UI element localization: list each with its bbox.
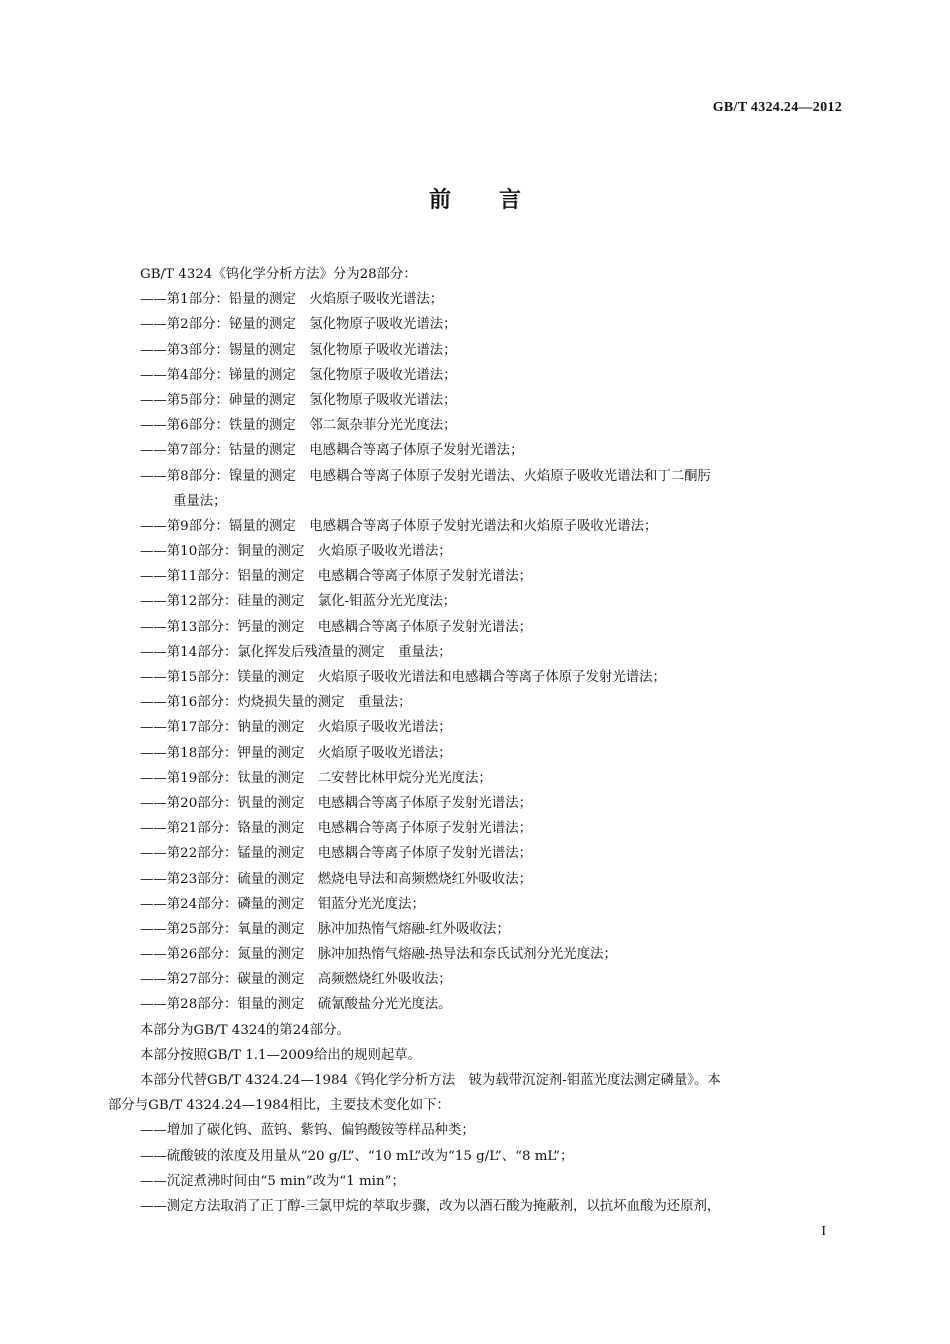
list-item: ——第18部分：钾量的测定 火焰原子吸收光谱法； — [140, 745, 452, 761]
list-item: ——第10部分：铜量的测定 火焰原子吸收光谱法； — [140, 544, 452, 560]
list-item-continuation: 重量法； — [173, 493, 227, 509]
list-item: ——第11部分：铝量的测定 电感耦合等离子体原子发射光谱法； — [140, 569, 532, 585]
list-item: ——第14部分：氯化挥发后残渣量的测定 重量法； — [140, 644, 452, 660]
paragraph: 本部分为GB/T 4324的第24部分。 — [140, 1022, 350, 1038]
list-item: ——第4部分：锑量的测定 氢化物原子吸收光谱法； — [140, 367, 457, 383]
list-item: ——第13部分：钙量的测定 电感耦合等离子体原子发射光谱法； — [140, 619, 532, 635]
list-item: ——第26部分：氮量的测定 脉冲加热惰气熔融-热导法和奈氏试剂分光光度法； — [140, 947, 617, 963]
list-item: ——第8部分：镍量的测定 电感耦合等离子体原子发射光谱法、火焰原子吸收光谱法和丁二酮肟 — [140, 468, 711, 484]
list-item: ——第12部分：硅量的测定 氯化-钼蓝分光光度法； — [140, 594, 457, 610]
list-item: ——第5部分：砷量的测定 氢化物原子吸收光谱法； — [140, 392, 457, 408]
list-item: ——第21部分：铬量的测定 电感耦合等离子体原子发射光谱法； — [140, 821, 532, 837]
list-item: ——第3部分：锡量的测定 氢化物原子吸收光谱法； — [140, 342, 457, 358]
page-title: 前言 — [428, 187, 569, 213]
list-item: ——第25部分：氧量的测定 脉冲加热惰气熔融-红外吸收法； — [140, 921, 510, 937]
intro-paragraph: GB/T 4324《钨化学分析方法》分为28部分： — [140, 267, 417, 282]
list-item: ——第23部分：硫量的测定 燃烧电导法和高频燃烧红外吸收法； — [140, 871, 532, 887]
paragraph-continuation: 部分与GB/T 4324.24—1984相比，主要技术变化如下： — [108, 1098, 450, 1114]
change-item: ——测定方法取消了正丁醇-三氯甲烷的萃取步骤，改为以酒石酸为掩蔽剂，以抗坏血酸为还原剂， — [140, 1198, 721, 1214]
list-item: ——第9部分：镉量的测定 电感耦合等离子体原子发射光谱法和火焰原子吸收光谱法； — [140, 518, 658, 534]
change-item: ——增加了碳化钨、蓝钨、紫钨、偏钨酸铵等样品种类； — [140, 1123, 475, 1139]
list-item: ——第24部分：磷量的测定 钼蓝分光光度法； — [140, 896, 425, 912]
paragraph: 本部分代替GB/T 4324.24—1984《钨化学分析方法 铍为载带沉淀剂-钼蓝光度法测定磷量》。本 — [140, 1073, 721, 1088]
list-item: ——第22部分：锰量的测定 电感耦合等离子体原子发射光谱法； — [140, 846, 532, 862]
list-item: ——第28部分：钼量的测定 硫氰酸盐分光光度法。 — [140, 997, 452, 1013]
list-item: ——第2部分：铋量的测定 氢化物原子吸收光谱法； — [140, 317, 457, 333]
change-item: ——硫酸铍的浓度及用量从“20 g/L”、“10 mL”改为“15 g/L”、“8 mL”； — [140, 1148, 574, 1164]
page-number: I — [821, 1224, 826, 1239]
list-item: ——第15部分：镁量的测定 火焰原子吸收光谱法和电感耦合等离子体原子发射光谱法； — [140, 670, 666, 685]
document-body — [108, 262, 844, 1219]
list-item: ——第1部分：铅量的测定 火焰原子吸收光谱法； — [140, 292, 444, 308]
standard-number: GB/T 4324.24—2012 — [712, 100, 842, 115]
list-item: ——第16部分：灼烧损失量的测定 重量法； — [140, 695, 412, 711]
list-item: ——第17部分：钠量的测定 火焰原子吸收光谱法； — [140, 720, 452, 736]
list-item: ——第6部分：铁量的测定 邻二氮杂菲分光光度法； — [140, 418, 457, 434]
change-item: ——沉淀煮沸时间由“5 min”改为“1 min”； — [140, 1173, 405, 1189]
list-item: ——第19部分：钛量的测定 二安替比林甲烷分光光度法； — [140, 770, 492, 786]
list-item: ——第27部分：碳量的测定 高频燃烧红外吸收法； — [140, 972, 452, 988]
list-item: ——第7部分：钴量的测定 电感耦合等离子体原子发射光谱法； — [140, 443, 524, 459]
list-item: ——第20部分：钒量的测定 电感耦合等离子体原子发射光谱法； — [140, 795, 532, 811]
paragraph: 本部分按照GB/T 1.1—2009给出的规则起草。 — [140, 1047, 422, 1063]
